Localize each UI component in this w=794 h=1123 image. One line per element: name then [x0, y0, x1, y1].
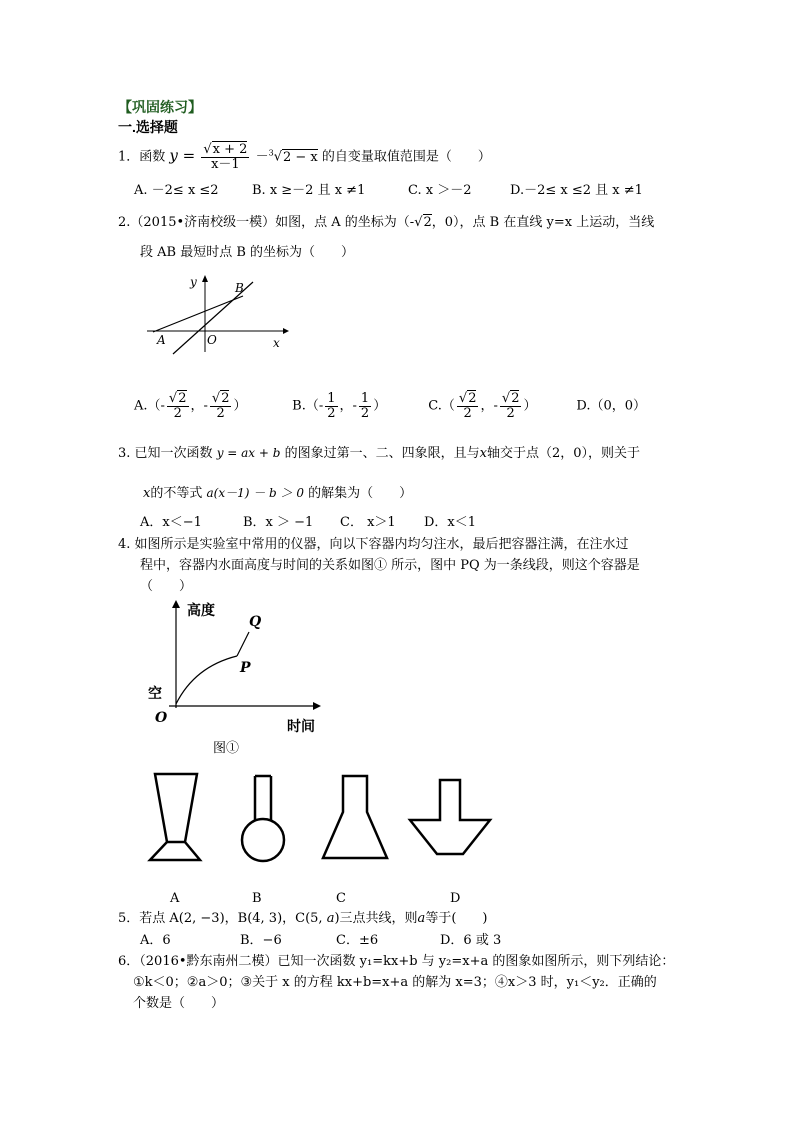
- q1-minus: －: [255, 149, 269, 165]
- q1-option-b[interactable]: B. x ≥－2 且 x ≠1: [252, 183, 366, 198]
- point-b-label: B: [235, 281, 244, 295]
- q3-text-b: 的图象过第一、二、四象限，且与: [284, 446, 480, 461]
- curve-op: [176, 656, 237, 704]
- q1-tail: 的自变量取值范围是（ ）: [321, 149, 491, 165]
- container-b[interactable]: [242, 776, 284, 861]
- q5-option-b[interactable]: B．−6: [240, 933, 282, 948]
- q1-option-a[interactable]: A. －2≤ x ≤2: [134, 183, 219, 198]
- q5-text-a: 5．若点 A(2, −3)，B(4, 3)，C(5,: [118, 911, 327, 926]
- container-label-c: C: [336, 891, 346, 906]
- q3-option-a[interactable]: A．x＜−1: [140, 515, 202, 530]
- empty-label: 空: [148, 686, 162, 702]
- container-label-b: B: [252, 891, 262, 906]
- q3-text-e: 的解集为（ ）: [308, 486, 413, 501]
- q2-option-d[interactable]: D.（0，0）: [576, 398, 647, 414]
- q1-cbrt-index: 3: [268, 148, 274, 158]
- q3-x: x: [479, 446, 487, 461]
- q3-text-a: 3. 已知一次函数: [118, 446, 213, 461]
- question-6-line-3: 个数是（ ）: [133, 996, 225, 1011]
- q3-text-d: 的不等式: [150, 486, 203, 501]
- question-5: [118, 912, 487, 925]
- origin-label: O: [207, 333, 217, 347]
- q3-option-d[interactable]: D．x＜1: [424, 515, 477, 530]
- segment-ab: [153, 296, 243, 332]
- section-subtitle: 一.选择题: [118, 119, 178, 135]
- q1-option-c[interactable]: C. x ＞－2: [408, 183, 472, 198]
- question-2-line-2: 段 AB 最短时点 B 的坐标为（ ）: [140, 245, 355, 260]
- question-3-line-2: [143, 487, 412, 500]
- q2-text-c: ，0），点 B 在直线 y=x 上运动，当线: [431, 215, 655, 230]
- q3-option-c[interactable]: C． x＞1: [340, 515, 396, 530]
- q2-sqrt: 2: [423, 215, 432, 230]
- q1-option-d[interactable]: D.－2≤ x ≤2 且 x ≠1: [510, 183, 643, 198]
- q5-option-a[interactable]: A．6: [140, 933, 171, 948]
- q2-option-b[interactable]: B.（- $\frac{1}{2}$ ，- $\frac{1}{2}$ ）: [292, 391, 387, 421]
- time-axis-arrow-icon: [313, 702, 321, 710]
- container-label-a: A: [170, 891, 180, 906]
- q2-text-a: 2.（2015•济南校级一模）如图，点 A 的坐标为（-: [118, 215, 415, 230]
- x-axis-arrow-icon: [283, 328, 289, 334]
- question-6-line-1: 6．（2016•黔东南州二模）已知一次函数 y₁=kx+b 与 y₂=x+a 的图象如图所示，则下列结论：: [118, 954, 675, 969]
- q1-denominator: x－1: [211, 156, 240, 172]
- section-title: 【巩固练习】: [118, 99, 202, 115]
- q3-equation: y = ax + b: [216, 446, 281, 460]
- q3-text-c: 轴交于点（2，0），则关于: [486, 446, 640, 461]
- point-p-label: P: [240, 660, 251, 676]
- container-d[interactable]: [410, 780, 490, 854]
- question-4-line-3: （ ）: [140, 579, 193, 594]
- point-a-label: A: [157, 333, 166, 347]
- question-1: 1．函数 y = $\frac{√x + 2}{x-1}$ －$^3$√2 − x 的自变量取值范围是（ ）: [118, 142, 491, 172]
- q5-var-a-2: a: [417, 911, 426, 926]
- q1-numerator: x + 2: [212, 142, 248, 157]
- height-axis-arrow-icon: [172, 600, 180, 608]
- q5-text-c: 等于( ): [425, 911, 488, 926]
- figure-caption: 图①: [213, 741, 240, 756]
- container-label-d: D: [450, 891, 461, 906]
- segment-pq: [237, 632, 249, 656]
- time-axis-label: 时间: [287, 719, 315, 735]
- origin-label: O: [155, 710, 168, 726]
- q5-option-d[interactable]: D．6 或 3: [440, 933, 502, 948]
- q3-inequality: a(x－1) － b ＞ 0: [206, 486, 304, 500]
- point-q-label: Q: [249, 614, 262, 630]
- question-4-line-1: 4. 如图所示是实验室中常用的仪器，向以下容器内均匀注水，最后把容器注满，在注水过: [118, 537, 629, 552]
- q1-cbrt-expr: 2 − x: [282, 149, 318, 165]
- x-axis-label: x: [273, 336, 280, 350]
- q1-prefix: 1．函数: [118, 149, 166, 165]
- question-2-line-1: 2.（2015•济南校级一模）如图，点 A 的坐标为（-√2，0），点 B 在直线 y=x 上运动，当线: [118, 215, 655, 230]
- q3-option-b[interactable]: B．x ＞ −1: [243, 515, 314, 530]
- height-axis-label: 高度: [187, 603, 215, 619]
- container-c[interactable]: [323, 776, 387, 858]
- containers-figure: [145, 770, 500, 868]
- q5-option-c[interactable]: C．±6: [336, 933, 379, 948]
- q5-var-a: a: [326, 911, 335, 926]
- y-axis-label: y: [190, 275, 197, 289]
- q2-option-c[interactable]: C.（ $\frac{√2}{2}$ ，- $\frac{√2}{2}$ ）: [428, 391, 537, 421]
- q4-graph: [145, 598, 325, 738]
- question-6-line-2: ①k＜0；②a＞0；③关于 x 的方程 kx+b=x+a 的解为 x=3；④x＞3 时，y₁＜y₂．正确的: [133, 975, 657, 990]
- q1-fraction: $\frac{√x + 2}{x-1}$: [203, 142, 248, 172]
- q5-text-b: )三点共线，则: [334, 911, 418, 926]
- question-4-line-2: 程中，容器内水面高度与时间的关系如图① 所示，图中 PQ 为一条线段，则这个容器是: [140, 558, 640, 573]
- q3-x2: x: [143, 486, 151, 501]
- question-3-line-1: [118, 447, 640, 460]
- q2-option-a[interactable]: A.（- $\frac{√2}{2}$ ，- $\frac{√2}{2}$ ）: [134, 391, 247, 421]
- y-axis-arrow-icon: [202, 275, 208, 282]
- container-a[interactable]: [150, 774, 200, 860]
- q2-graph: [145, 274, 290, 354]
- q2-options: [134, 392, 646, 420]
- q1-lhs: y =: [169, 146, 196, 165]
